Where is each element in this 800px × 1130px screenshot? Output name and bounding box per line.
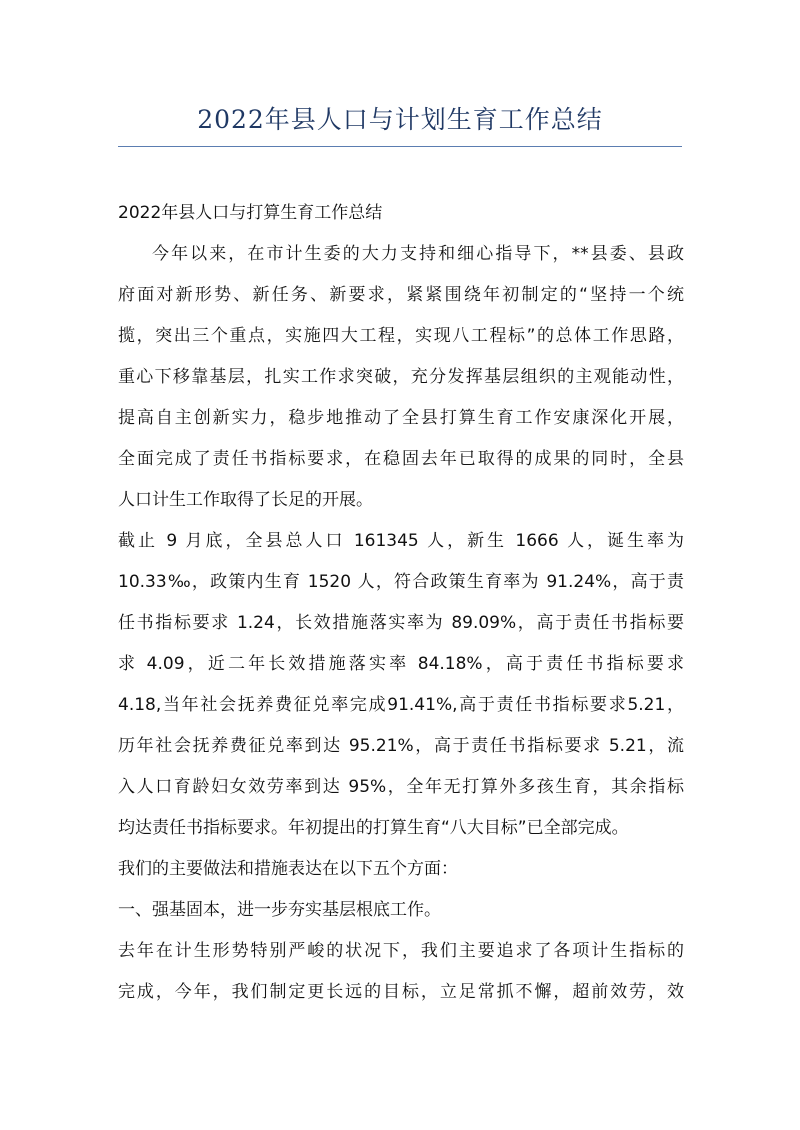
paragraph-line: 完成，今年，我们制定更长远的目标，立足常抓不懈，超前效劳，效 <box>118 982 684 1002</box>
paragraph-line: 提高自主创新实力，稳步地推动了全县打算生育工作安康深化开展， <box>118 408 684 428</box>
paragraph-line: 历年社会抚养费征兑率到达 95.21%，高于责任书指标要求 5.21，流 <box>118 736 684 756</box>
paragraph-line: 入人口育龄妇女效劳率到达 95%，全年无打算外多孩生育，其余指标 <box>118 777 684 797</box>
paragraph-3 <box>118 931 684 1013</box>
paragraph-line: 全面完成了责任书指标要求，在稳固去年已取得的成果的同时，全县 <box>118 449 684 469</box>
paragraph-line: 4.18,当年社会抚养费征兑率完成91.41%,高于责任书指标要求5.21， <box>118 695 684 715</box>
paragraph-line: 求 4.09，近二年长效措施落实率 84.18%，高于责任书指标要求 <box>118 654 684 674</box>
paragraph-2 <box>118 521 684 849</box>
paragraph-line: 去年在计生形势特别严峻的状况下，我们主要追求了各项计生指标的 <box>118 941 684 961</box>
document-body <box>118 193 684 1013</box>
section-heading: 一、强基固本，进一步夯实基层根底工作。 <box>118 900 441 920</box>
paragraph-line: 今年以来，在市计生委的大力支持和细心指导下，**县委、县政 <box>152 244 684 264</box>
paragraph-line: 均达责任书指标要求。年初提出的打算生育“八大目标”已全部完成。 <box>118 818 629 838</box>
document-title: 2022年县人口与计划生育工作总结 <box>197 105 603 134</box>
paragraph-line: 揽，突出三个重点，实施四大工程，实现八工程标”的总体工作思路， <box>118 326 684 346</box>
paragraph-line: 府面对新形势、新任务、新要求，紧紧围绕年初制定的“坚持一个统 <box>118 285 684 305</box>
paragraph-line: 10.33‰，政策内生育 1520 人，符合政策生育率为 91.24%，高于责 <box>118 572 684 592</box>
paragraph-line: 截止 9 月底，全县总人口 161345 人，新生 1666 人，诞生率为 <box>118 531 684 551</box>
intro-line: 我们的主要做法和措施表达在以下五个方面： <box>118 859 458 879</box>
paragraph-line: 任书指标要求 1.24，长效措施落实率为 89.09%，高于责任书指标要 <box>118 613 684 633</box>
title-divider <box>118 146 682 147</box>
paragraph-line: 重心下移靠基层，扎实工作求突破，充分发挥基层组织的主观能动性， <box>118 367 684 387</box>
paragraph-line: 人口计生工作取得了长足的开展。 <box>118 490 373 510</box>
subtitle: 2022年县人口与打算生育工作总结 <box>118 203 383 223</box>
paragraph-1 <box>118 234 684 521</box>
